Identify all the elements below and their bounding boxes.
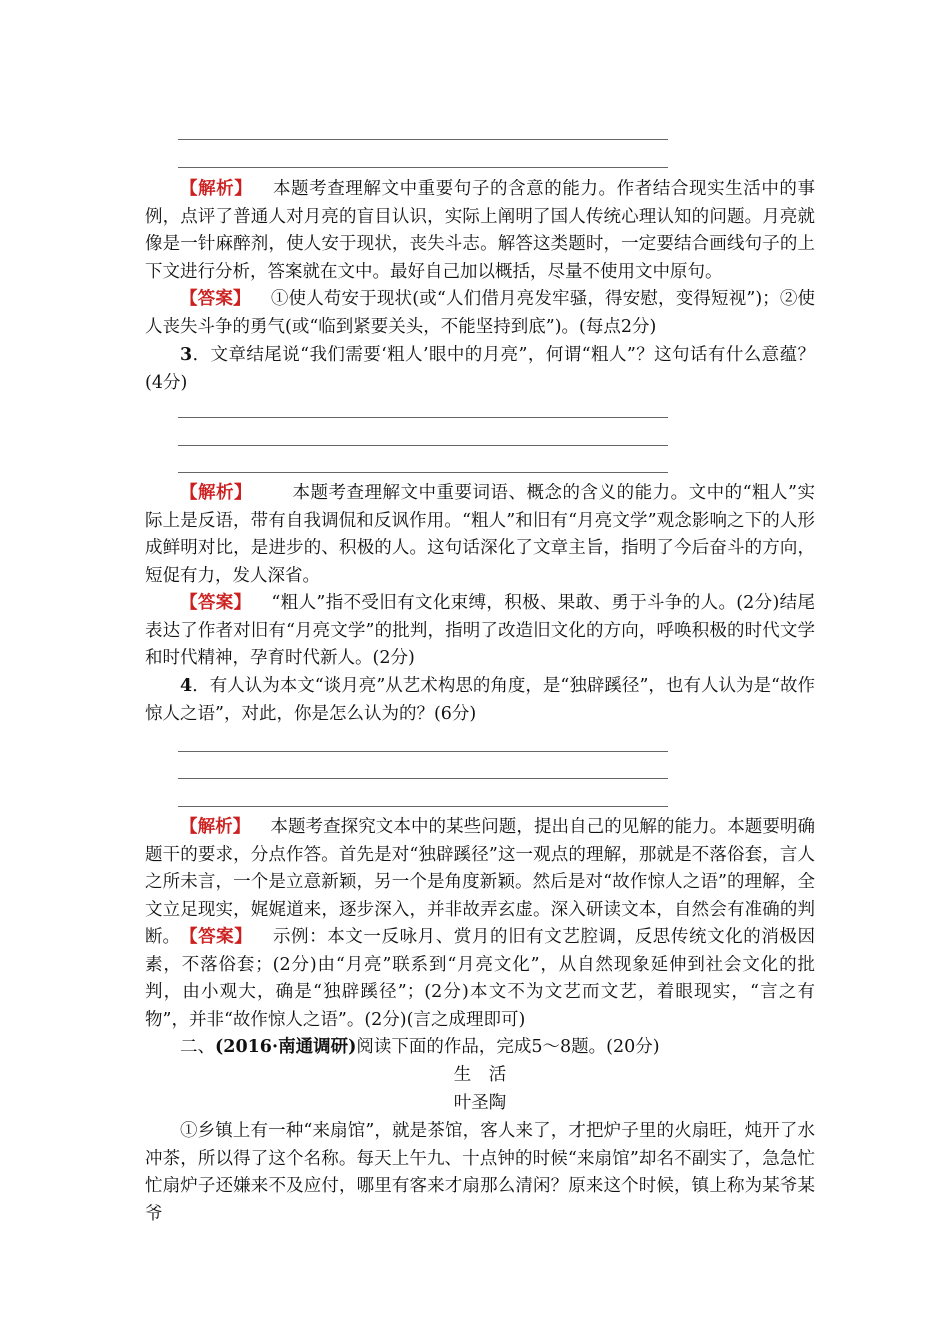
answer-line [178, 139, 668, 140]
answer-text: ①使人苟安于现状(或“人们借月亮发牢骚，得安慰，变得短视”)；②使人丧失斗争的勇气(或“临到紧要关头，不能坚持到底”)。(每点2分) [145, 289, 816, 337]
section-heading [145, 1034, 815, 1062]
q2-analysis [145, 176, 815, 286]
answer-text: “粗人”指不受旧有文化束缚，积极、果敢、勇于斗争的人。(2分)结尾表达了作者对旧有“月亮文学”的批判，指明了改造旧文化的方向，呼唤积极的时代文学和时代精神，孕育时代新人。(2分) [145, 593, 816, 668]
question-4 [145, 673, 815, 728]
article-author: 叶圣陶 [453, 1093, 507, 1113]
analysis-tag: 【解析】 [180, 483, 253, 503]
q4-answer [145, 924, 815, 1034]
question-text: ．文章结尾说“我们需要‘粗人’眼中的月亮”，何谓“粗人”？这句话有什么意蕴？(4分) [145, 345, 815, 393]
answer-line [178, 445, 668, 446]
article-paragraph-1: ①乡镇上有一种“来扇馆”，就是茶馆，客人来了，才把炉子里的火扇旺，炖开了水冲茶，所以得了这个名称。每天上午九、十点钟的时候“来扇馆”却名不副实了，急急忙忙扇炉子还嫌来不及应付，哪里有客来才扇那么清闲？原来这个时候，镇上称为某爷某爷 [145, 1121, 815, 1224]
answer-line [178, 167, 668, 168]
analysis-tag: 【解析】 [180, 179, 253, 199]
analysis-tag: 【解析】 [180, 817, 251, 837]
q3-answer [145, 590, 815, 673]
answer-line [178, 751, 668, 752]
answer-line [178, 778, 668, 779]
answer-tag: 【答案】 [180, 593, 252, 613]
question-number: 3 [180, 345, 193, 365]
answer-tag: 【答案】 [180, 289, 251, 309]
question-text: ．有人认为本文“谈月亮”从艺术构思的角度，是“独辟蹊径”，也有人认为是“故作惊人之语”，对此，你是怎么认为的？(6分) [145, 676, 815, 724]
q2-answer [145, 286, 815, 341]
answer-line [178, 472, 668, 473]
analysis-text: 本题考查理解文中重要句子的含意的能力。作者结合现实生活中的事例，点评了普通人对月亮的盲目认识，实际上阐明了国人传统心理认知的问题。月亮就像是一针麻醉剂，使人安于现状，丧失斗志。解答这类题时，一定要结合画线句子的上下文进行分析，答案就在文中。最好自己加以概括，尽量不使用文中原句。 [145, 179, 816, 282]
answer-line [178, 806, 668, 807]
section-source: (2016·南通调研) [215, 1037, 357, 1057]
answer-tag: 【答案】 [180, 927, 253, 947]
section-text: 阅读下面的作品，完成5～8题。(20分) [356, 1037, 660, 1057]
section-prefix: 二、 [180, 1037, 215, 1057]
answer-text: 示例：本文一反咏月、赏月的旧有文艺腔调，反思传统文化的消极因素，不落俗套；(2分)由“月亮”联系到“月亮文化”，从自然现象延伸到社会文化的批判，由小观大，确是“独辟蹊径”；(2分)本文不为文艺而文艺，着眼现实，“言之有物”，并非“故作惊人之语”。(2分)(言之成理即可) [145, 927, 816, 1030]
analysis-text: 本题考查理解文中重要词语、概念的含义的能力。文中的“粗人”实际上是反语，带有自我调侃和反讽作用。“粗人”和旧有“月亮文学”观念影响之下的人形成鲜明对比，是进步的、积极的人。这句话深化了文章主旨，指明了今后奋斗的方向，短促有力，发人深省。 [145, 483, 815, 586]
q3-analysis [145, 480, 815, 590]
analysis-text: 本题考查探究文本中的某些问题，提出自己的见解的能力。本题要明确题干的要求，分点作答。首先是对“独辟蹊径”这一观点的理解，那就是不落俗套，言人之所未言，一个是立意新颖，另一个是角度新颖。然后是对“故作惊人之语”的理解，全文立足现实，娓娓道来，逐步深入，并非故弄玄虚。深入研读文本，自然会有准确的判断。 [145, 817, 816, 947]
question-3 [145, 342, 815, 397]
article-title: 生 活 [453, 1065, 507, 1085]
answer-line [178, 417, 668, 418]
question-number: 4 [180, 676, 193, 696]
